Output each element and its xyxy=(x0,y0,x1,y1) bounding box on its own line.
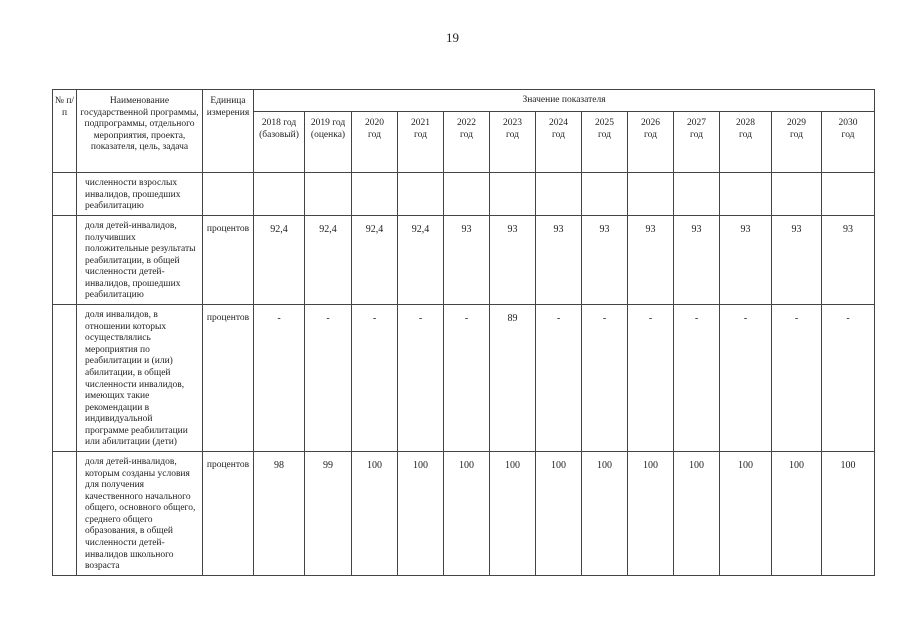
row-value xyxy=(352,173,398,216)
header-value-group: Значение показателя xyxy=(254,90,875,112)
row-value: 100 xyxy=(674,451,720,575)
row-value: 100 xyxy=(822,451,875,575)
row-value: 93 xyxy=(772,216,822,305)
row-name: численности взрослых инвалидов, прошедших реабилитацию xyxy=(77,173,203,216)
row-value: - xyxy=(720,305,772,452)
row-unit: процентов xyxy=(203,305,254,452)
row-value xyxy=(772,173,822,216)
row-num xyxy=(53,451,77,575)
row-num xyxy=(53,305,77,452)
indicator-table xyxy=(52,89,875,576)
row-num xyxy=(53,173,77,216)
row-name: доля инвалидов, в отношении которых осуществлялись мероприятия по реабилитации и (или) абилитации, в общей численности инвалидов, имеющих такие рекомендации в индивидуальной программе реабилитации или абилитации (дети) xyxy=(77,305,203,452)
row-num xyxy=(53,216,77,305)
row-name: доля детей-инвалидов, получивших положительные результаты реабилитации, в общей численности детей-инвалидов, прошедших реабилитацию xyxy=(77,216,203,305)
row-value: 98 xyxy=(254,451,305,575)
row-value: 92,4 xyxy=(254,216,305,305)
row-value: 100 xyxy=(536,451,582,575)
header-year-2020: 2020 год xyxy=(352,112,398,173)
row-value: - xyxy=(772,305,822,452)
row-value: 100 xyxy=(582,451,628,575)
row-value: 93 xyxy=(822,216,875,305)
row-unit xyxy=(203,173,254,216)
header-year-2023: 2023 год xyxy=(490,112,536,173)
row-unit: процентов xyxy=(203,451,254,575)
row-value: - xyxy=(582,305,628,452)
row-value: 100 xyxy=(444,451,490,575)
row-value: - xyxy=(822,305,875,452)
table-row xyxy=(53,173,875,216)
row-value: 93 xyxy=(444,216,490,305)
row-value: 100 xyxy=(398,451,444,575)
row-value xyxy=(628,173,674,216)
row-value: - xyxy=(398,305,444,452)
header-year-2029: 2029 год xyxy=(772,112,822,173)
table-row xyxy=(53,305,875,452)
header-year-2021: 2021 год xyxy=(398,112,444,173)
header-year-2026: 2026 год xyxy=(628,112,674,173)
row-unit: процентов xyxy=(203,216,254,305)
row-value: - xyxy=(628,305,674,452)
row-value: 93 xyxy=(674,216,720,305)
row-value: 100 xyxy=(628,451,674,575)
header-num: № п/п xyxy=(53,90,77,173)
row-value: 89 xyxy=(490,305,536,452)
table-row xyxy=(53,451,875,575)
row-value: 100 xyxy=(490,451,536,575)
row-value: 100 xyxy=(352,451,398,575)
row-value: 99 xyxy=(305,451,352,575)
row-value xyxy=(822,173,875,216)
header-year-2024: 2024 год xyxy=(536,112,582,173)
row-value: 92,4 xyxy=(352,216,398,305)
row-value xyxy=(444,173,490,216)
header-year-2019: 2019 год (оценка) xyxy=(305,112,352,173)
row-value: 92,4 xyxy=(398,216,444,305)
row-value: 100 xyxy=(772,451,822,575)
row-value: - xyxy=(254,305,305,452)
row-value: 93 xyxy=(582,216,628,305)
header-year-2018: 2018 год (базовый) xyxy=(254,112,305,173)
row-value xyxy=(398,173,444,216)
page-number: 19 xyxy=(446,30,459,45)
row-value xyxy=(490,173,536,216)
header-year-2025: 2025 год xyxy=(582,112,628,173)
row-value xyxy=(536,173,582,216)
row-name: доля детей-инвалидов, которым созданы условия для получения качественного начального общего, основного общего, среднего общего образования, в общей численности детей-инвалидов школьного возраста xyxy=(77,451,203,575)
row-value: - xyxy=(536,305,582,452)
row-value: 93 xyxy=(628,216,674,305)
row-value: 93 xyxy=(536,216,582,305)
header-year-2030: 2030 год xyxy=(822,112,875,173)
row-value xyxy=(305,173,352,216)
row-value: - xyxy=(305,305,352,452)
table-row xyxy=(53,216,875,305)
row-value: - xyxy=(352,305,398,452)
header-name: Наименование государственной программы, подпрограммы, отдельного мероприятия, проекта, показателя, цель, задача xyxy=(77,90,203,173)
row-value xyxy=(254,173,305,216)
row-value: - xyxy=(674,305,720,452)
row-value: 100 xyxy=(720,451,772,575)
row-value xyxy=(674,173,720,216)
header-unit: Единица измерения xyxy=(203,90,254,173)
header-year-2027: 2027 год xyxy=(674,112,720,173)
header-year-2028: 2028 год xyxy=(720,112,772,173)
header-year-2022: 2022 год xyxy=(444,112,490,173)
row-value: 92,4 xyxy=(305,216,352,305)
row-value: 93 xyxy=(720,216,772,305)
row-value: - xyxy=(444,305,490,452)
row-value xyxy=(582,173,628,216)
row-value xyxy=(720,173,772,216)
row-value: 93 xyxy=(490,216,536,305)
